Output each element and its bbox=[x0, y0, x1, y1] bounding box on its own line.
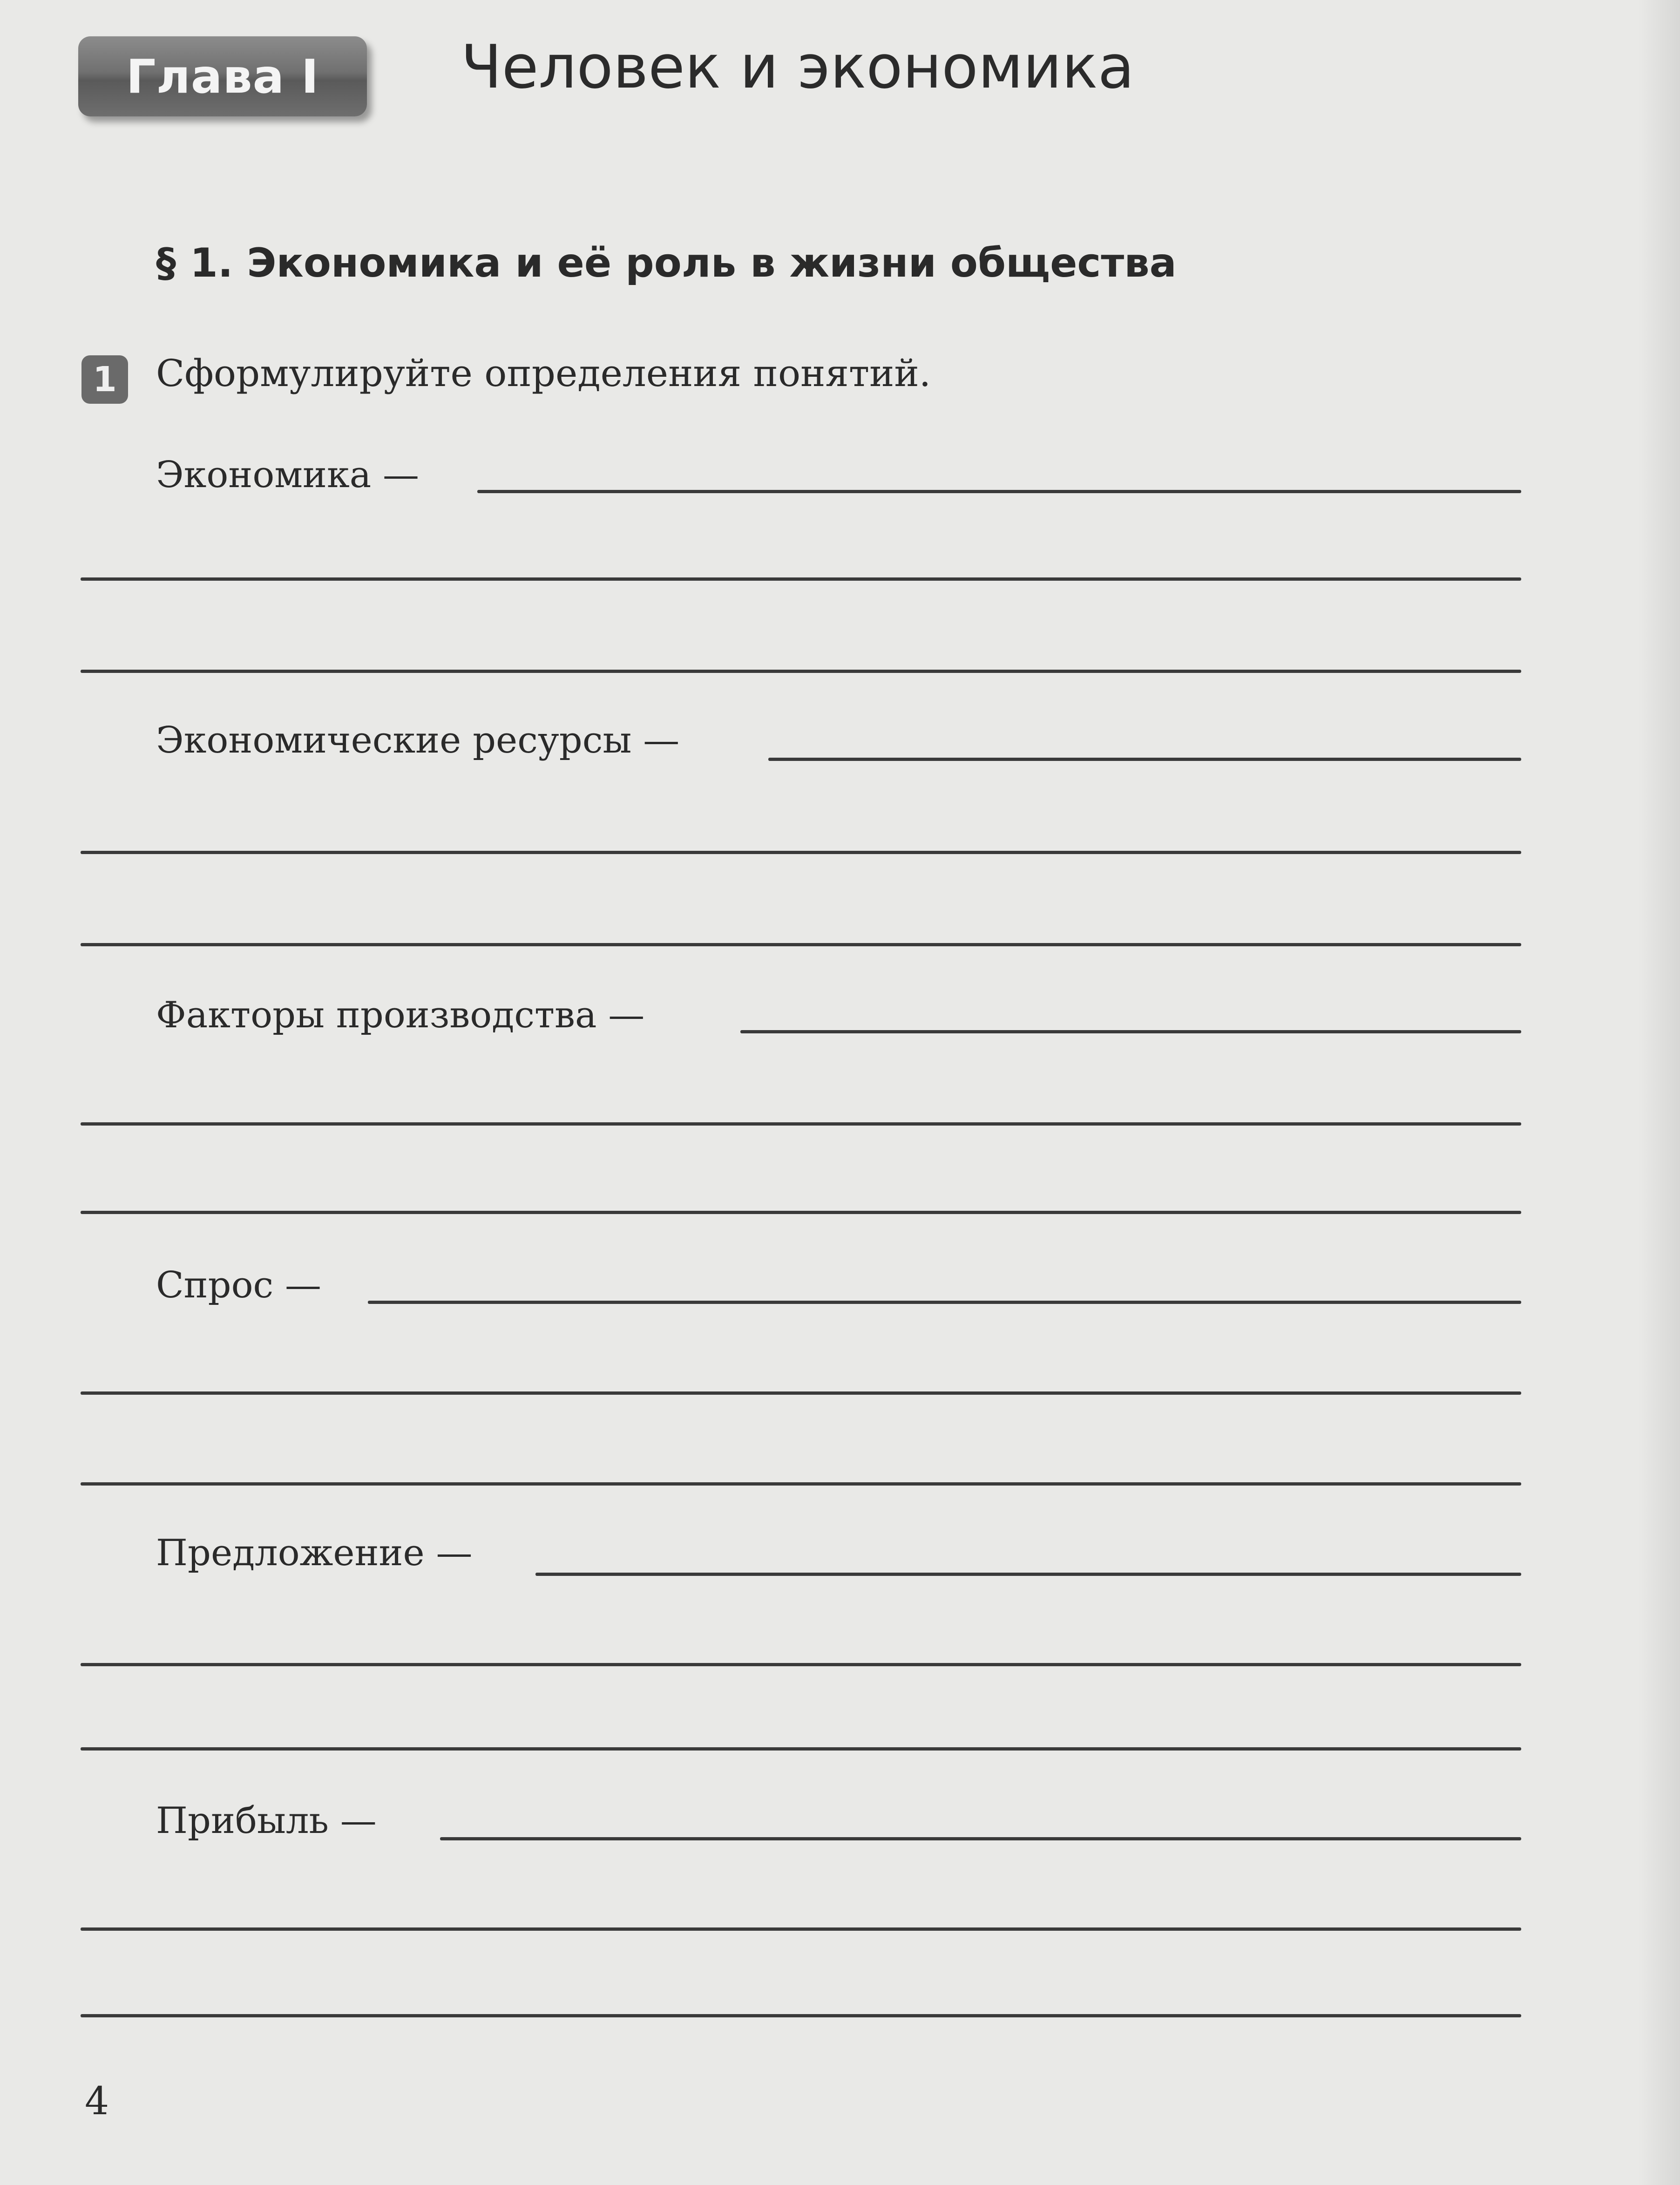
term-label-profit: Прибыль — bbox=[156, 1800, 377, 1842]
answer-line-resources-2[interactable] bbox=[81, 851, 1521, 854]
chapter-badge bbox=[78, 36, 367, 116]
answer-line-supply-3[interactable] bbox=[81, 1747, 1521, 1751]
answer-line-factors-3[interactable] bbox=[81, 1211, 1521, 1214]
term-label-demand: Спрос — bbox=[156, 1264, 322, 1306]
term-label-economy: Экономика — bbox=[156, 454, 420, 496]
term-label-economic-resources: Экономические ресурсы — bbox=[156, 719, 680, 761]
answer-line-factors-2[interactable] bbox=[81, 1122, 1521, 1126]
chapter-badge-label: Глава I bbox=[126, 49, 319, 104]
answer-line-factors-1[interactable] bbox=[740, 1030, 1521, 1033]
page-edge-shadow bbox=[1638, 0, 1680, 2185]
answer-line-profit-2[interactable] bbox=[81, 1927, 1521, 1931]
section-heading: § 1. Экономика и её роль в жизни общества bbox=[156, 240, 1177, 286]
answer-line-resources-1[interactable] bbox=[768, 758, 1521, 761]
answer-line-demand-1[interactable] bbox=[368, 1301, 1521, 1304]
term-label-supply: Предложение — bbox=[156, 1532, 473, 1574]
answer-line-resources-3[interactable] bbox=[81, 943, 1521, 946]
chapter-title: Человек и экономика bbox=[461, 33, 1135, 102]
answer-line-demand-2[interactable] bbox=[81, 1391, 1521, 1395]
task-instruction: Сформулируйте определения понятий. bbox=[156, 352, 931, 395]
answer-line-supply-2[interactable] bbox=[81, 1663, 1521, 1666]
page-number: 4 bbox=[85, 2079, 109, 2124]
answer-line-demand-3[interactable] bbox=[81, 1482, 1521, 1486]
answer-line-economy-1[interactable] bbox=[477, 490, 1521, 493]
answer-line-economy-3[interactable] bbox=[81, 670, 1521, 673]
answer-line-economy-2[interactable] bbox=[81, 577, 1521, 581]
answer-line-profit-1[interactable] bbox=[440, 1837, 1521, 1840]
term-label-production-factors: Факторы производства — bbox=[156, 994, 645, 1036]
task-number: 1 bbox=[93, 360, 117, 400]
task-number-badge bbox=[81, 355, 128, 404]
answer-line-supply-1[interactable] bbox=[535, 1573, 1521, 1576]
answer-line-profit-3[interactable] bbox=[81, 2014, 1521, 2017]
